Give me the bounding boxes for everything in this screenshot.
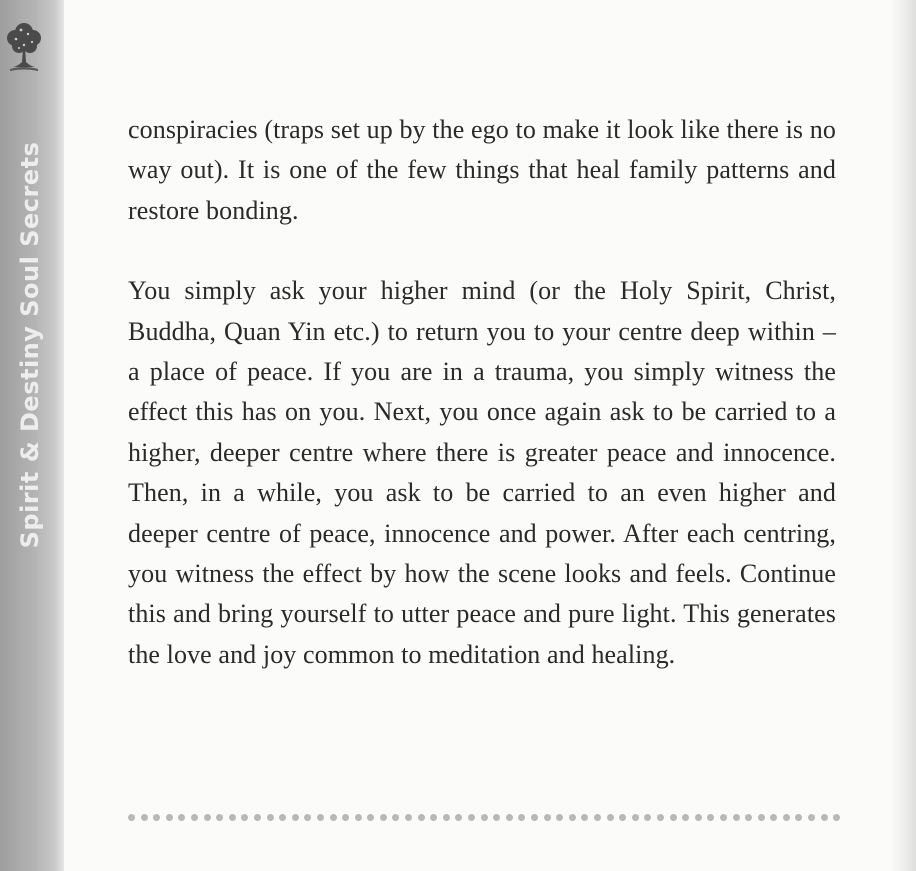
body-paragraph: conspiracies (traps set up by the ego to make it look like there is no way out). It is one of the few things that heal family patterns and restore bonding. [128,115,836,225]
divider-dot [141,814,148,821]
divider-dot [443,814,450,821]
divider-dot [355,814,362,821]
divider-dot [531,814,538,821]
divider-dot [254,814,261,821]
divider-dot [153,814,160,821]
page-edge-shadow [890,0,916,871]
divider-dot [279,814,286,821]
divider-dot [493,814,500,821]
spine-book-title: Spirit & Destiny Soul Secrets [16,141,44,549]
divider-dot [267,814,274,821]
divider-dot [720,814,727,821]
divider-dot [758,814,765,821]
divider-dot [569,814,576,821]
divider-dot [229,814,236,821]
book-spine-band [0,0,64,871]
divider-dot [607,814,614,821]
divider-dot [821,814,828,821]
divider-dot [783,814,790,821]
divider-dot [481,814,488,821]
divider-dot [745,814,752,821]
divider-dot [544,814,551,821]
divider-dot [367,814,374,821]
divider-dot [128,814,135,821]
divider-dot [657,814,664,821]
divider-dot [380,814,387,821]
divider-dot [632,814,639,821]
divider-dot [392,814,399,821]
divider-dot [216,814,223,821]
divider-dot [581,814,588,821]
divider-dot [178,814,185,821]
divider-dot [191,814,198,821]
divider-dot [418,814,425,821]
divider-dot [506,814,513,821]
divider-dot [695,814,702,821]
divider-dot [795,814,802,821]
divider-dot [682,814,689,821]
divider-dot [241,814,248,821]
divider-dot [455,814,462,821]
divider-dot [707,814,714,821]
divider-dot [770,814,777,821]
divider-dot [292,814,299,821]
divider-dot [733,814,740,821]
divider-dot [166,814,173,821]
divider-dot [619,814,626,821]
divider-dot [518,814,525,821]
divider-dot [468,814,475,821]
divider-dot [644,814,651,821]
divider-dot [808,814,815,821]
divider-dot [430,814,437,821]
divider-dot [204,814,211,821]
divider-dot [556,814,563,821]
divider-dot [317,814,324,821]
body-paragraph: You simply ask your higher mind (or the Holy Spirit, Christ, Buddha, Quan Yin etc.) to return you to your centre deep within – a place of peace. If you are in a trauma, you simply witness the effect this has on you. Next, you once again ask to be carried to a higher, deeper centre where there is greater peace and innocence. Then, in a while, you ask to be carried to an even higher and deeper centre of peace, innocence and power. After each centring, you witness the effect by how the scene looks and feels. Continue this and bring yourself to utter peace and pure light. This generates the love and joy common to meditation and healing. [128,276,836,669]
divider-dot [304,814,311,821]
divider-dot [405,814,412,821]
page-body [128,110,836,675]
divider-dot [330,814,337,821]
divider-dot [342,814,349,821]
divider-dot [670,814,677,821]
divider-dot [594,814,601,821]
tree-icon [4,18,44,78]
dotted-divider [128,814,840,828]
divider-dot [833,814,840,821]
